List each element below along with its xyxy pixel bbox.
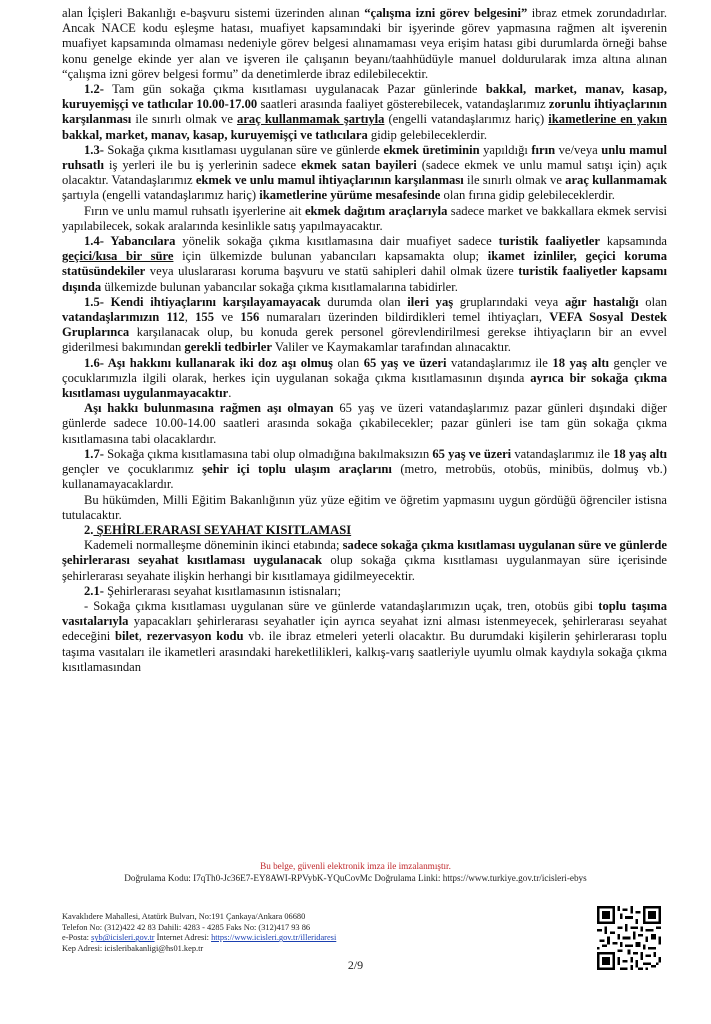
document-body (62, 6, 667, 675)
section-1-5: 1.5- Kendi ihtiyaçlarını karşılayamayacak durumda olan ileri yaş gruplarındaki veya ağır hastalığı olan vatandaşlarımızın 112, 155 ve 156 numaraları üzerinden bildirdikleri temel ihtiyaçları, VEFA Sosyal Destek Gruplarınca karşılanacak olup, bu konuda gerek personel görevlendirilmesi gerekse ihtiyaçların bir an evvel giderilmesi bakımından gerekli tedbirler Valiler ve Kaymakamlar tarafından alınacaktır. (62, 294, 668, 355)
section-1-4: 1.4- Yabancılara yönelik sokağa çıkma kısıtlamasına dair muafiyet sadece turistik faaliyetler kapsamında geçici/kısa bir süre için ülkemizde bulunan yabancıları kapsamakta olup; ikamet izinliler, geçici koruma statüsündekiler veya uluslararası koruma başvuru ve statü sahipleri dahil olmak üzere turistik faaliyetler kapsamı dışında ülkemizde bulunan yabancılar sokağa çıkma kısıtlamalarına tabidirler. (62, 234, 667, 294)
verification-code-line: Doğrulama Kodu: I7qTh0-Jc36E7-EY8AWI-RPVybK-YQuCovMc Doğrulama Linki: https://www.turkiye.gov.tr/icisleri-ebys (124, 873, 587, 883)
qr-code-icon[interactable] (597, 906, 661, 970)
footer-phone: Telefon No: (312)422 42 83 Dahili: 4283 - 4285 Faks No: (312)417 93 86 (62, 922, 311, 932)
page-number: 2/9 (347, 958, 364, 972)
section-1-7-exception: Bu hükümden, Milli Eğitim Bakanlığının yüz yüze eğitim ve öğretim yapmasını uygun gördüğü öğrenciler istisna tutulacaktır. (62, 492, 667, 522)
section-2-heading: 2. ŞEHİRLERARASI SEYAHAT KISITLAMASI (84, 522, 352, 537)
section-1-6-unvaccinated: Aşı hakkı bulunmasına rağmen aşı olmayan 65 yaş ve üzeri vatandaşlarımız pazar günleri dışındaki diğer günlerde sadece 10.00-14.00 saatleri arasında sokağa çıkabilecekler; pazar günleri ise tam gün sokağa çıkma kısıtlamasına tabi olacaklardır. (62, 401, 667, 446)
website-link[interactable]: https://www.icisleri.gov.tr/illeridaresi (211, 933, 337, 943)
e-signature-notice: Bu belge, güvenli elektronik imza ile imzalanmıştır. (260, 861, 451, 871)
email-link[interactable]: syb@icisleri.gov.tr (91, 933, 155, 943)
section-1-2: 1.2- Tam gün sokağa çıkma kısıtlaması uygulanacak Pazar günlerinde bakkal, market, manav, kasap, kuruyemişçi ve tatlıcılar 10.00-17.00 saatleri arasında faaliyet gösterebilecek, vatandaşlarımız zorunlu ihtiyaçlarının karşılanması ile sınırlı olmak ve araç kullanmamak şartıyla (engelli vatandaşlarımız hariç) ikametlerine en yakın bakkal, market, manav, kasap, kuruyemişçi ve tatlıcılara gidip gelebileceklerdir. (62, 82, 667, 142)
section-2-1: 2.1- Şehirlerarası seyahat kısıtlamasının istisnaları; (84, 583, 342, 598)
footer-email-web: e-Posta: syb@icisleri.gov.tr İnternet Adresi: https://www.icisleri.gov.tr/illeridaresi (62, 933, 337, 943)
footer-contact (62, 912, 522, 954)
section-1-6: 1.6- Aşı hakkını kullanarak iki doz aşı olmuş olan 65 yaş ve üzeri vatandaşlarımız ile 18 yaş altı gençler ve çocuklarımızla ilgili olarak, herkes için uygulanan sokağa çıkma kısıtlamasının dışında ayrıca bir sokağa çıkma kısıtlaması uygulanmayacaktır. (62, 355, 667, 401)
section-1-3-bread-delivery: Fırın ve unlu mamul ruhsatlı işyerlerine ait ekmek dağıtım araçlarıyla sadece market ve bakkallara ekmek servisi yapılabilecek, sokak aralarında kesinlikle satış yapılmayacaktır. (62, 203, 668, 233)
section-2-1-exception-item: - Sokağa çıkma kısıtlaması uygulanan süre ve günlerde vatandaşlarımızın uçak, tren, otobüs gibi toplu taşıma vasıtalarıyla yapacakları şehirlerarası seyahatler için ayrıca seyahat izni alması istenmeyecek, şehirlerarası seyahat edeceğini bilet, rezervasyon kodu vb. ile ibraz etmeleri yeterli olacaktır. Bu durumdaki kişilerin şehirlerarası toplu taşıma vasıtaları ile ikametleri arasındaki hareketlilikleri, kalkış-varış saatleriyle uyumlu olmak kaydıyla sokağa çıkma kısıtlamasından (62, 598, 667, 674)
section-1-7: 1.7- Sokağa çıkma kısıtlamasına tabi olup olmadığına bakılmaksızın 65 yaş ve üzeri vatandaşlarımız ile 18 yaş altı gençler ve çocuklarımız şehir içi toplu ulaşım araçlarını (metro, metrobüs, otobüs, minibüs, dolmuş vb.) kullanamayacaklardır. (62, 446, 668, 492)
footer-address: Kavaklıdere Mahallesi, Atatürk Bulvarı, No:191 Çankaya/Ankara 06680 (62, 912, 306, 921)
footer-kep: Kep Adresi: icisleribakanligi@hs01.kep.tr (62, 943, 204, 953)
section-2-paragraph: Kademeli normalleşme döneminin ikinci etabında; sadece sokağa çıkma kısıtlaması uygulanan süre ve günlerde şehirlerarası seyahat kısıtlaması uygulanacak olup sokağa çıkma kısıtlaması uygulanmayan süre içerisinde şehirlerarası seyahate ilişkin herhangi bir kısıtlamaya gidilmeyecektir. (62, 538, 667, 583)
section-1-3: 1.3- Sokağa çıkma kısıtlaması uygulanan süre ve günlerde ekmek üretiminin yapıldığı fırın ve/veya unlu mamul ruhsatlı iş yerleri ile bu iş yerlerinin sadece ekmek satan bayileri (sadece ekmek ve unlu mamul satışı için) açık olacaktır. Vatandaşlarımız ekmek ve unlu mamul ihtiyaçlarının karşılanması ile sınırlı olmak ve araç kullanmamak şartıyla (engelli vatandaşlarımız hariç) ikametlerine yürüme mesafesinde olan fırına gidip gelebileceklerdir. (62, 142, 668, 203)
intro-paragraph: alan İçişleri Bakanlığı e-başvuru sistemi üzerinden alınan “çalışma izni görev belgesini” ibraz etmek zorundadırlar. Ancak NACE kodu eşleşme hatası, muafiyet kapsamındaki bir işyerinde görev yapmasına rağmen alt işverenin muafiyet kapsamında olmaması nedeniyle görev belgesi alınamaması veya erişim hatası gibi durumlarda örneği bahse konu genelge ekinde yer alan ve işveren ile çalışanın beyanı/taahhüdüyle manuel doldurularak imza altına alınan “çalışma izni görev belgesi formu” da denetimlerde ibraz edilebilecektir. (62, 6, 667, 81)
